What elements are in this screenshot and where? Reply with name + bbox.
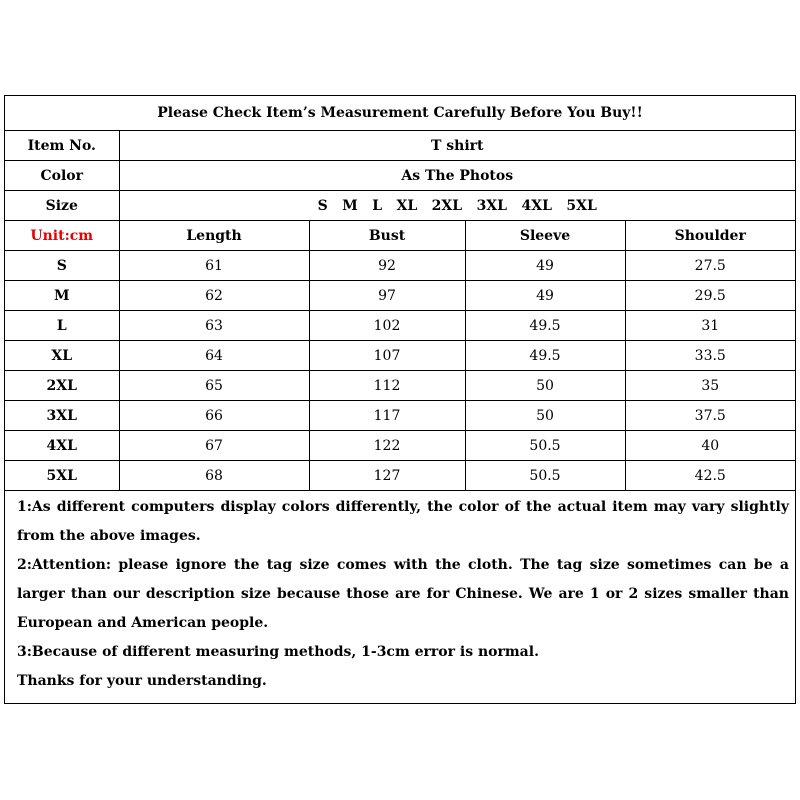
- table-row: [5, 401, 795, 431]
- bust-cell: 122: [309, 431, 465, 461]
- note-thanks: Thanks for your understanding.: [17, 673, 267, 689]
- length-cell: 68: [119, 461, 309, 491]
- size-cell: 5XL: [5, 461, 119, 491]
- size-option: 3XL: [476, 197, 508, 214]
- size-cell: 3XL: [5, 401, 119, 431]
- size-option: 4XL: [521, 197, 552, 214]
- size-option: 2XL: [431, 197, 463, 214]
- sleeve-cell: 49: [465, 281, 625, 311]
- item-no-label: Item No.: [5, 131, 119, 161]
- size-cell: L: [5, 311, 119, 341]
- column-header-bust: Bust: [309, 221, 465, 251]
- size-option: S: [317, 197, 328, 214]
- table-row: [5, 371, 795, 401]
- length-cell: 65: [119, 371, 309, 401]
- size-cell: 2XL: [5, 371, 119, 401]
- size-cell: XL: [5, 341, 119, 371]
- length-cell: 67: [119, 431, 309, 461]
- shoulder-cell: 29.5: [625, 281, 795, 311]
- column-header-row: [5, 221, 795, 251]
- length-cell: 63: [119, 311, 309, 341]
- measurement-table: [5, 96, 795, 491]
- color-value: As The Photos: [119, 161, 795, 191]
- shoulder-cell: 27.5: [625, 251, 795, 281]
- size-option: XL: [396, 197, 418, 214]
- unit-header: Unit:cm: [5, 221, 119, 251]
- note-2: 2:Attention: please ignore the tag size comes with the cloth. The tag size sometimes can be a larger than our description size because those are for Chinese. We are 1 or 2 sizes smaller than European and American people.: [17, 557, 789, 631]
- size-cell: S: [5, 251, 119, 281]
- sleeve-cell: 50: [465, 371, 625, 401]
- shoulder-cell: 31: [625, 311, 795, 341]
- sleeve-cell: 49.5: [465, 341, 625, 371]
- size-option: 5XL: [566, 197, 597, 214]
- column-header-length: Length: [119, 221, 309, 251]
- sleeve-cell: 50.5: [465, 431, 625, 461]
- note-3: 3:Because of different measuring methods, 1-3cm error is normal.: [17, 644, 539, 660]
- bust-cell: 102: [309, 311, 465, 341]
- table-title: Please Check Item’s Measurement Carefully Before You Buy!!: [5, 96, 795, 131]
- shoulder-cell: 33.5: [625, 341, 795, 371]
- size-chart: [4, 95, 796, 704]
- bust-cell: 112: [309, 371, 465, 401]
- color-row: [5, 161, 795, 191]
- color-label: Color: [5, 161, 119, 191]
- sleeve-cell: 49: [465, 251, 625, 281]
- item-no-row: [5, 131, 795, 161]
- item-no-value: T shirt: [119, 131, 795, 161]
- size-list: [119, 191, 795, 221]
- bust-cell: 107: [309, 341, 465, 371]
- size-row: [5, 191, 795, 221]
- table-row: [5, 431, 795, 461]
- length-cell: 66: [119, 401, 309, 431]
- table-row: [5, 281, 795, 311]
- title-row: [5, 96, 795, 131]
- column-header-sleeve: Sleeve: [465, 221, 625, 251]
- shoulder-cell: 42.5: [625, 461, 795, 491]
- note-1: 1:As different computers display colors differently, the color of the actual item may vary slightly from the above images.: [17, 499, 789, 544]
- size-cell: 4XL: [5, 431, 119, 461]
- length-cell: 62: [119, 281, 309, 311]
- size-option: L: [372, 197, 383, 214]
- notes-section: [5, 491, 795, 696]
- length-cell: 64: [119, 341, 309, 371]
- bust-cell: 117: [309, 401, 465, 431]
- shoulder-cell: 35: [625, 371, 795, 401]
- bust-cell: 92: [309, 251, 465, 281]
- table-row: [5, 251, 795, 281]
- column-header-shoulder: Shoulder: [625, 221, 795, 251]
- table-row: [5, 341, 795, 371]
- size-cell: M: [5, 281, 119, 311]
- bust-cell: 127: [309, 461, 465, 491]
- shoulder-cell: 37.5: [625, 401, 795, 431]
- length-cell: 61: [119, 251, 309, 281]
- size-label: Size: [5, 191, 119, 221]
- table-row: [5, 311, 795, 341]
- sleeve-cell: 50: [465, 401, 625, 431]
- sleeve-cell: 50.5: [465, 461, 625, 491]
- table-row: [5, 461, 795, 491]
- size-option: M: [342, 197, 358, 214]
- bust-cell: 97: [309, 281, 465, 311]
- sleeve-cell: 49.5: [465, 311, 625, 341]
- shoulder-cell: 40: [625, 431, 795, 461]
